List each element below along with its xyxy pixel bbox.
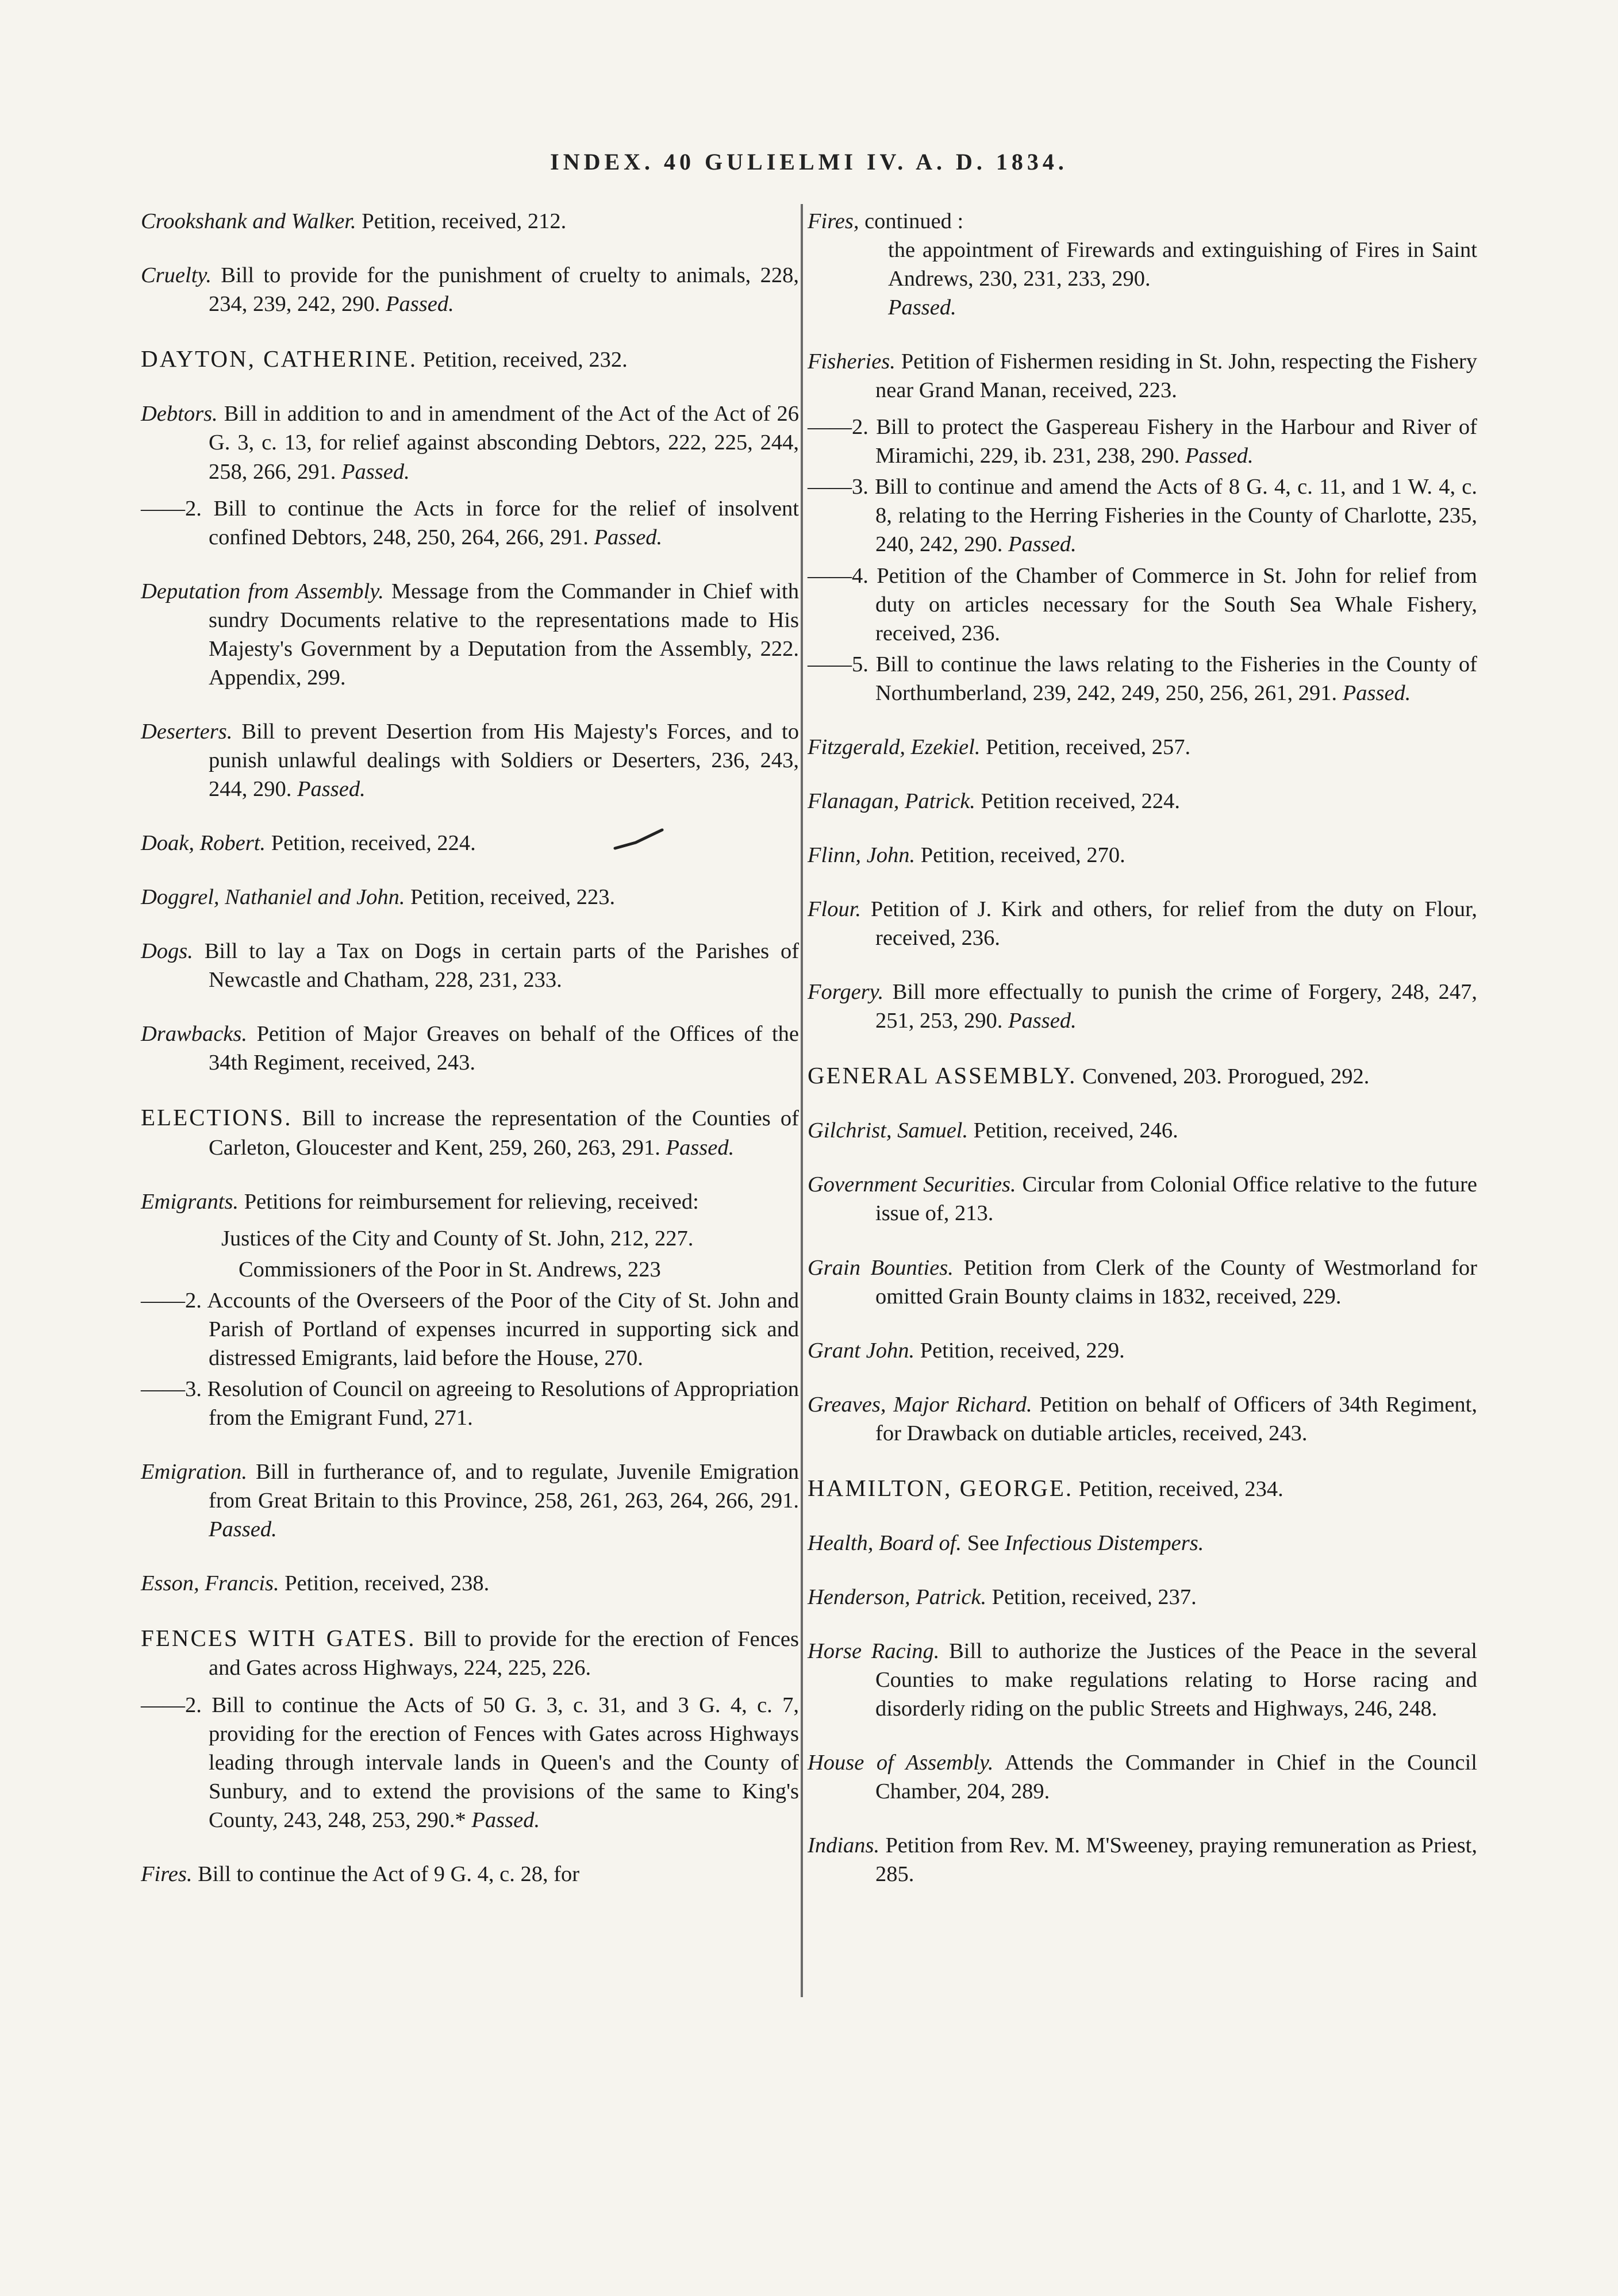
entry-text: Petition, received, 257. <box>986 734 1191 759</box>
subentry-text: Bill to continue and amend the Acts of 8 G. 4, c. 11, and 1 W. 4, c. 8, relating to the Herring Fisheries in the County of Charlotte, 235, 240, 242, 290. <box>875 475 1478 557</box>
entry-head: House of Assembly. <box>808 1751 994 1775</box>
entry-head: GENERAL ASSEMBLY. <box>808 1062 1077 1089</box>
passed-label: Passed. <box>888 295 956 320</box>
index-entry <box>808 895 1477 952</box>
subentry-text: Bill to continue the Acts in force for the relief of insolvent confined Debtors, 248, 250, 264, 266, 291. <box>209 496 800 549</box>
entry-head: Doak, Robert. <box>141 831 266 855</box>
entry-text: See <box>967 1531 1000 1556</box>
entry-head: DAYTON, CATHERINE. <box>141 345 418 372</box>
entry-head: Horse Racing. <box>808 1639 940 1664</box>
index-entry <box>808 1390 1477 1448</box>
entry-text: Petition, received, 234. <box>1078 1476 1283 1501</box>
entry-head: Flour. <box>808 897 862 921</box>
index-entry <box>141 1102 799 1162</box>
entry-text: Petition, received, 232. <box>422 348 628 372</box>
index-entry <box>808 1473 1477 1503</box>
index-entry <box>141 829 799 857</box>
subentry-number: ——4. <box>808 563 868 588</box>
index-entry <box>808 978 1477 1035</box>
passed-label: Passed. <box>1342 680 1411 705</box>
entry-head: Gilchrist, Samuel. <box>808 1118 969 1143</box>
entry-head: Deserters. <box>141 719 233 744</box>
entry-text: Petition, received, 237. <box>991 1585 1197 1610</box>
subentry-text: Bill to continue the Acts of 50 G. 3, c. 31, and 3 G. 4, c. 7, providing for the erection of Fences with Gates across Highways leading through intervale lands in Queen's and the County of Sunbury, and to extend the provisions of the same to King's County, 243, 248, 253, 290.* <box>209 1693 800 1832</box>
passed-label: Passed. <box>666 1135 735 1160</box>
column-divider <box>801 204 803 1997</box>
index-entry <box>808 841 1477 870</box>
index-entry <box>141 1020 799 1077</box>
entry-text: Petition, received, 246. <box>973 1118 1178 1143</box>
entry-text: Petition from Clerk of the County of Westmorland for omitted Grain Bounty claims in 1832, received, 229. <box>875 1255 1478 1309</box>
handwritten-pen-mark <box>613 828 664 851</box>
subentry-number: ——2. <box>141 1288 202 1313</box>
passed-label: Passed. <box>471 1807 540 1832</box>
entry-head: ELECTIONS. <box>141 1104 293 1131</box>
index-subentry <box>141 1286 799 1372</box>
index-column-right <box>808 207 1477 1914</box>
index-entry <box>141 577 799 692</box>
entry-text: Petition, received, 238. <box>285 1571 490 1596</box>
index-entry <box>808 1637 1477 1723</box>
passed-label: Passed. <box>1008 1009 1077 1033</box>
subentry-number: ——2. <box>808 415 868 440</box>
subentry-text: Petition of the Chamber of Commerce in St. John for relief from duty on articles necessary for the South Sea Whale Fishery, received, 236. <box>875 563 1477 645</box>
index-subentry <box>808 413 1477 470</box>
subentry-text: Resolution of Council on agreeing to Resolutions of Appropriation from the Emigrant Fund, 271. <box>207 1376 799 1430</box>
entry-head: Dogs. <box>141 939 193 964</box>
entry-head: Flinn, John. <box>808 843 916 867</box>
subentry-number: ——3. <box>141 1376 202 1401</box>
entry-head: Emigration. <box>141 1460 248 1484</box>
entry-head: Debtors. <box>141 402 218 426</box>
entry-text: Attends the Commander in Chief in the Council Chamber, 204, 289. <box>875 1751 1477 1804</box>
subentry-text: Bill to continue the laws relating to the Fisheries in the County of Northumberland, 239, 242, 249, 250, 256, 261, 291. <box>875 652 1478 705</box>
index-subentry: Justices of the City and County of St. John, 212, 227. <box>221 1226 694 1251</box>
index-subentry <box>808 561 1477 648</box>
index-entry <box>808 347 1477 405</box>
index-entry <box>141 1569 799 1598</box>
passed-label: Passed. <box>297 776 366 801</box>
index-entry <box>141 1623 799 1682</box>
entry-text: Petition, received, 229. <box>920 1338 1125 1363</box>
entry-text: Petition, received, 212. <box>362 209 567 233</box>
entry-text: Bill to lay a Tax on Dogs in certain parts of the Parishes of Newcastle and Chatham, 228, 231, 233. <box>204 939 800 993</box>
entry-head: Fisheries. <box>808 349 896 374</box>
entry-head: Forgery. <box>808 979 884 1004</box>
entry-head: Greaves, Major Richard. <box>808 1392 1032 1417</box>
index-column-left <box>141 207 799 1914</box>
index-subentry: the appointment of Firewards and extinguishing of Fires in Saint Andrews, 230, 231, 233, 290. <box>888 238 1477 291</box>
passed-label: Passed. <box>209 1517 277 1542</box>
entry-text: Convened, 203. Prorogued, 292. <box>1082 1064 1370 1089</box>
entry-text: Petition, received, 223. <box>410 885 616 910</box>
index-entry <box>808 1583 1477 1612</box>
passed-label: Passed. <box>341 459 410 484</box>
entry-head: Henderson, Patrick. <box>808 1585 987 1610</box>
entry-text: continued : <box>864 209 964 233</box>
entry-text: Petition on behalf of Officers of 34th Regiment, for Drawback on dutiable articles, received, 243. <box>875 1392 1477 1445</box>
index-subentry <box>141 1375 799 1432</box>
entry-text: Petition, received, 270. <box>920 843 1125 867</box>
entry-head: Doggrel, Nathaniel and John. <box>141 885 405 910</box>
entry-text: Message from the Commander in Chief with sundry Documents relative to the representations made to His Majesty's Government by a Deputation from the Assembly, 222. Appendix, 299. <box>209 579 799 690</box>
subentry-text: Accounts of the Overseers of the Poor of the City of St. John and Parish of Portland of expenses incurred in supporting sick and distressed Emigrants, laid before the House, 270. <box>207 1288 799 1370</box>
subentry-number: ——2. <box>141 1693 202 1717</box>
index-entry <box>141 1187 799 1216</box>
index-entry <box>141 937 799 994</box>
entry-head: Flanagan, Patrick. <box>808 789 975 813</box>
entry-text: Bill to authorize the Justices of the Peace in the several Counties to make regulations relating to Horse racing and disorderly riding on the public Streets and Highways, 246, 248. <box>875 1639 1477 1721</box>
index-entry <box>141 399 799 486</box>
entry-head: Grain Bounties. <box>808 1255 954 1280</box>
index-entry <box>141 717 799 803</box>
index-entry <box>808 1116 1477 1145</box>
entry-head: Cruelty. <box>141 263 212 288</box>
entry-text: Petition, received, 224. <box>271 831 476 855</box>
entry-text: Petitions for reimbursement for relieving, received: <box>244 1189 699 1214</box>
entry-head: Esson, Francis. <box>141 1571 279 1596</box>
passed-label: Passed. <box>1185 444 1254 468</box>
entry-text: Petition from Rev. M. M'Sweeney, praying remuneration as Priest, 285. <box>875 1833 1477 1887</box>
entry-text: Bill to increase the representation of the Counties of Carleton, Gloucester and Kent, 259, 260, 263, 291. <box>209 1106 799 1160</box>
subentry-number: ——2. <box>141 496 202 521</box>
index-entry <box>141 261 799 318</box>
entry-head: Grant John. <box>808 1338 915 1363</box>
index-entry <box>808 1748 1477 1806</box>
entry-text: Petition received, 224. <box>981 789 1180 813</box>
passed-label: Passed. <box>386 292 454 317</box>
entry-head: Health, Board of. <box>808 1531 962 1556</box>
subentry-text: Bill to protect the Gaspereau Fishery in the Harbour and River of Miramichi, 229, ib. 231, 238, 290. <box>875 415 1477 468</box>
index-entry <box>141 1457 799 1544</box>
entry-text: Circular from Colonial Office relative to the future issue of, 213. <box>875 1172 1477 1226</box>
passed-label: Passed. <box>1008 532 1077 557</box>
entry-head: Fires. <box>141 1862 193 1886</box>
index-subentry: Commissioners of the Poor in St. Andrews, 223 <box>239 1257 661 1282</box>
entry-head: Deputation from Assembly. <box>141 579 384 603</box>
index-entry <box>808 1831 1477 1889</box>
index-entry <box>141 1860 799 1889</box>
index-entry <box>141 207 799 236</box>
page-header: INDEX. 40 GULIELMI IV. A. D. 1834. <box>550 149 1068 175</box>
entry-text: Bill to provide for the punishment of cruelty to animals, 228, 234, 239, 242, 290. <box>209 263 799 317</box>
entry-head: Indians. <box>808 1833 880 1858</box>
cross-reference: Infectious Distempers. <box>1004 1531 1204 1556</box>
entry-text: Bill more effectually to punish the crime of Forgery, 248, 247, 251, 253, 290. <box>875 979 1477 1033</box>
entry-head: Fitzgerald, Ezekiel. <box>808 734 981 759</box>
entry-text: Petition of J. Kirk and others, for relief from the duty on Flour, received, 236. <box>870 897 1477 950</box>
entry-text: Bill to continue the Act of 9 G. 4, c. 28, for <box>198 1862 580 1886</box>
entry-text: Petition of Major Greaves on behalf of the Offices of the 34th Regiment, received, 243. <box>209 1022 800 1075</box>
entry-head: Drawbacks. <box>141 1022 247 1047</box>
entry-head: Emigrants. <box>141 1189 239 1214</box>
index-subentry <box>141 1691 799 1835</box>
subentry-number: ——3. <box>808 475 868 499</box>
index-entry <box>808 1060 1477 1091</box>
index-entry <box>808 1170 1477 1228</box>
index-subentry <box>141 494 799 552</box>
index-entry <box>808 1253 1477 1311</box>
index-entry <box>808 1529 1477 1557</box>
entry-text: Petition of Fishermen residing in St. John, respecting the Fishery near Grand Manan, received, 223. <box>875 349 1477 403</box>
index-entry <box>141 344 799 374</box>
passed-label: Passed. <box>594 525 663 549</box>
entry-text: Bill in addition to and in amendment of the Act of the Act of 26 G. 3, c. 13, for relief against absconding Debtors, 222, 225, 244, 258, 266, 291. <box>209 402 799 484</box>
subentry-number: ——5. <box>808 652 868 676</box>
index-entry <box>141 883 799 912</box>
entry-text: Bill to provide for the erection of Fences and Gates across Highways, 224, 225, 226. <box>209 1627 799 1680</box>
entry-head: Government Securities. <box>808 1172 1016 1197</box>
index-subentry <box>808 472 1477 559</box>
index-entry <box>808 1336 1477 1365</box>
entry-head: Crookshank and Walker. <box>141 209 356 233</box>
entry-head: FENCES WITH GATES. <box>141 1625 416 1652</box>
entry-head: HAMILTON, GEORGE. <box>808 1474 1074 1501</box>
index-entry <box>808 733 1477 762</box>
entry-head: Fires, <box>808 209 859 233</box>
index-entry <box>808 787 1477 816</box>
entry-text: Bill in furtherance of, and to regulate, Juvenile Emigration from Great Britain to this Province, 258, 261, 263, 264, 266, 291. <box>209 1460 800 1513</box>
index-subentry <box>808 650 1477 707</box>
entry-text: Bill to prevent Desertion from His Majesty's Forces, and to punish unlawful dealings with Soldiers or Deserters, 236, 243, 244, 290. <box>209 719 799 801</box>
index-entry <box>808 207 1477 236</box>
